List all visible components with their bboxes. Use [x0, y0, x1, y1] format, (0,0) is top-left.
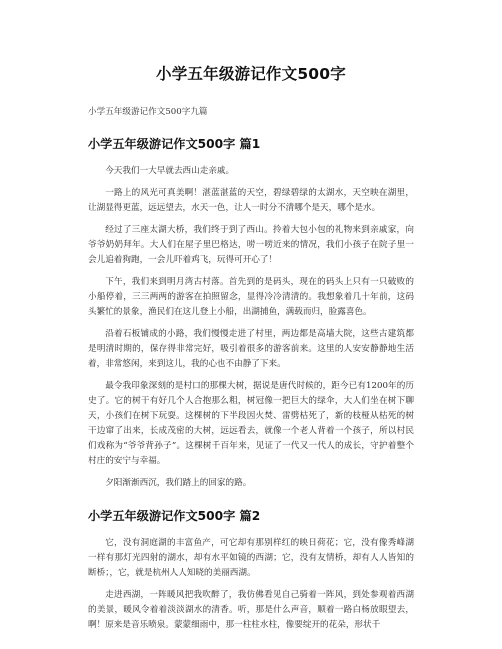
document-title: 小学五年级游记作文500字 — [156, 65, 346, 83]
document-subtitle: 小学五年级游记作文500字九篇 — [88, 107, 208, 117]
section-heading: 小学五年级游记作文500字 篇1 — [88, 137, 261, 151]
section-1 — [88, 135, 414, 491]
paragraph: 走进西湖，一阵暖风把我吹醉了，我仿佛看见自己骑着一阵风，到处参观着西湖的美景，暖风令着着淡淡湖水的清香。听，那是什么声音，顺着一路白杨放眼望去，啊！原来是音乐喷泉。蒙蒙细雨中，那一柱柱水柱，像要绽开的花朵，形状千 — [88, 590, 414, 630]
paragraph: 下午，我们来到明月湾古村落。首先到的是码头，现在的码头上只有一只破败的小船停着，三三两两的游客在拍照留念，显得冷冷清清的。我想象着几十年前，这码头繁忙的景象，渔民们在这儿登上小船，出湖捕鱼，满载而归，脸露喜色。 — [88, 277, 414, 317]
section-heading: 小学五年级游记作文500字 篇2 — [88, 509, 261, 523]
paragraph: 最令我印象深刻的是村口的那棵大树，据说是唐代时候的，距今已有1200年的历史了。它的树干有好几个人合抱那么粗，树冠像一把巨大的绿伞，大人们坐在树下聊天，小孩们在树下玩耍。这棵树的下半段因火焚、雷劈枯死了，新的枝桠从枯死的树干边窜了出来，长成茂密的大树，远远看去，就像一个老人背着一个孩子，所以村民们戏称为“爷爷背孙子”。这棵树千百年来，见证了一代又一代人的成长，守护着整个村庄的安宁与幸福。 — [88, 381, 414, 466]
paragraph: 夕阳渐渐西沉，我们踏上的回家的路。 — [105, 478, 252, 488]
paragraph: 它，没有洞庭湖的丰富鱼产，可它却有那别样红的映日荷花；它，没有像秀峰湖一样有那灯光四射的湖水，却有水平如镜的西湖；它，没有友情桥，却有人人皆知的断桥；，它，就是杭州人人知晓的美丽西湖。 — [88, 538, 414, 578]
paragraph: 一路上的风光可真美啊！湛蓝湛蓝的天空，碧绿碧绿的太湖水，天空映在湖里，让湖显得更蓝，远远望去，水天一色，让人一时分不清哪个是天，哪个是水。 — [88, 188, 414, 213]
section-2 — [88, 507, 414, 633]
paragraph: 今天我们一大早就去西山走亲戚。 — [105, 166, 235, 176]
paragraph: 经过了三座太湖大桥，我们终于到了西山。拎着大包小包的礼物来到亲戚家，向爷爷奶奶拜年。大人们在屋子里巴格达，唠一唠近来的情况，我们小孩子在院子里一会儿追着狗跑，一会儿吓着鸡飞，玩得可开心了！ — [88, 225, 414, 265]
paragraph: 沿着石板铺成的小路，我们慢慢走进了村里，两边都是高墙大院，这些古建筑都是明清时期的，保存得非常完好，吸引着很多的游客前来。这里的人安安静静地生活着，非常悠闲，来到这儿，我的心也不由静了下来。 — [88, 329, 414, 369]
